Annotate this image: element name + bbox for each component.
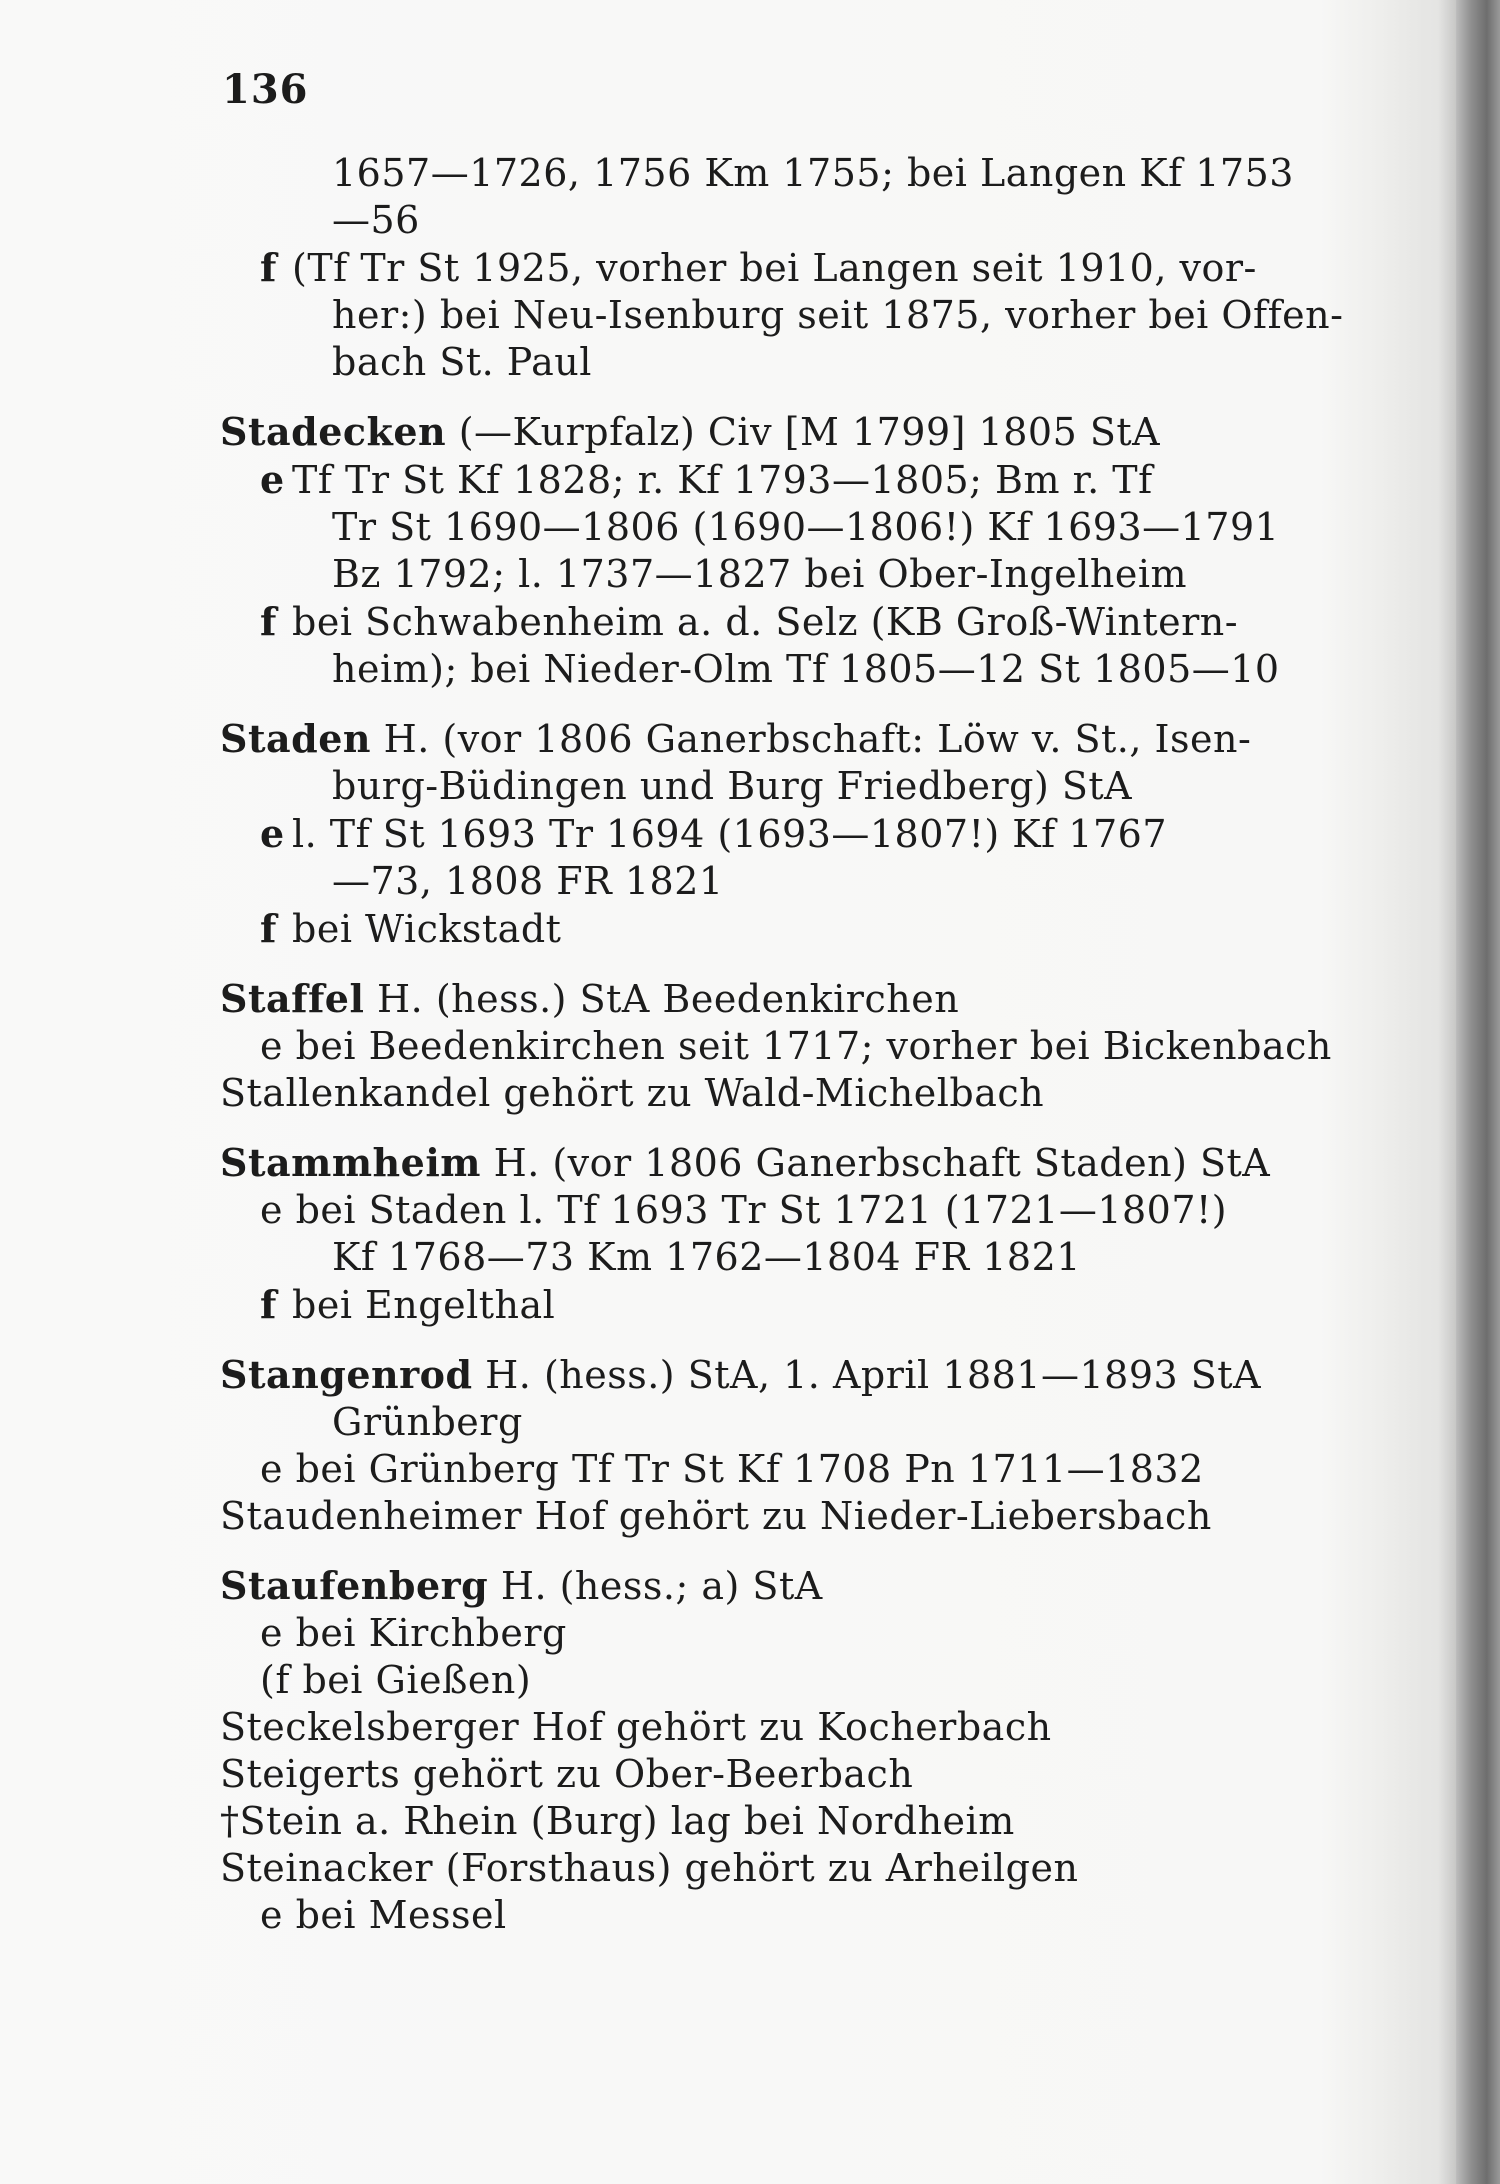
- entry-text: e bei Messel: [260, 1893, 507, 1937]
- entry-text-line: [220, 1704, 1300, 1751]
- entry-text: bei Wickstadt: [292, 907, 562, 951]
- entry-text: H. (vor 1806 Ganerbschaft: Löw v. St., Isen-: [371, 717, 1252, 761]
- entry-text-line: [220, 858, 1300, 905]
- entry-headword: Staffel: [220, 976, 365, 1021]
- entry-headword: Stadecken: [220, 409, 447, 454]
- entry-text: (f bei Gießen): [260, 1658, 532, 1702]
- entry-text: H. (vor 1806 Ganerbschaft Staden) StA: [480, 1141, 1271, 1185]
- entry-text-line: [220, 905, 1300, 953]
- entry-text-line: [220, 1493, 1300, 1540]
- entry-text: Grünberg: [332, 1400, 523, 1444]
- entry-text-line: [220, 197, 1300, 244]
- entry-text: Steckelsberger Hof gehört zu Kocherbach: [220, 1705, 1052, 1749]
- entry-headword-line: [220, 1351, 1300, 1399]
- entry-text-line: [220, 244, 1300, 292]
- entry-text: H. (hess.) StA Beedenkirchen: [364, 977, 960, 1021]
- entry-text: Tf Tr St Kf 1828; r. Kf 1793—1805; Bm r. Tf: [292, 458, 1153, 502]
- entry-text: l. Tf St 1693 Tr 1694 (1693—1807!) Kf 1767: [292, 812, 1167, 856]
- entry-text-line: [220, 1023, 1332, 1070]
- entry-text: Staudenheimer Hof gehört zu Nieder-Liebersbach: [220, 1494, 1212, 1538]
- section-marker: f: [260, 906, 277, 951]
- entry-text: bach St. Paul: [332, 340, 592, 384]
- entry-text-line: [220, 1751, 1300, 1798]
- entry-text: burg-Büdingen und Burg Friedberg) StA: [332, 764, 1133, 808]
- entry-text-line: [220, 1657, 1300, 1704]
- entry-text: e bei Staden l. Tf 1693 Tr St 1721 (1721—1807!): [260, 1188, 1228, 1232]
- entry-text-line: [220, 551, 1300, 598]
- page-gutter-shadow: [1438, 0, 1456, 2184]
- entry-text-line: [220, 1399, 1300, 1446]
- entry-text-line: [220, 1446, 1300, 1493]
- entry-headword-line: [220, 975, 1300, 1023]
- entry-text-line: [220, 1070, 1300, 1117]
- gazetteer-entries: [220, 150, 1344, 1939]
- entry-text-line: [220, 1281, 1300, 1329]
- entry-text-line: [220, 598, 1300, 646]
- entry-text-line: [220, 1234, 1300, 1281]
- entry-text: bei Engelthal: [292, 1283, 556, 1327]
- entry-text: H. (hess.) StA, 1. April 1881—1893 StA: [472, 1353, 1262, 1397]
- entry-text: e bei Grünberg Tf Tr St Kf 1708 Pn 1711—1832: [260, 1447, 1204, 1491]
- entry-text: heim); bei Nieder-Olm Tf 1805—12 St 1805—10: [332, 647, 1280, 691]
- entry-text: (Tf Tr St 1925, vorher bei Langen seit 1910, vor-: [292, 246, 1257, 290]
- entry-text: —73, 1808 FR 1821: [332, 859, 724, 903]
- entry-text-line: [220, 339, 1300, 386]
- entry-text: e bei Kirchberg: [260, 1611, 567, 1655]
- entry-text: Tr St 1690—1806 (1690—1806!) Kf 1693—1791: [332, 505, 1280, 549]
- page-number: 136: [222, 66, 309, 113]
- entry-text: (—Kurpfalz) Civ [M 1799] 1805 StA: [446, 410, 1161, 454]
- entry-text-line: [220, 292, 1344, 339]
- entry-text: her:) bei Neu-Isenburg seit 1875, vorher bei Offen-: [332, 293, 1344, 337]
- entry-text-line: [220, 456, 1300, 504]
- entry-text-line: [220, 763, 1300, 810]
- entry-text: 1657—1726, 1756 Km 1755; bei Langen Kf 1753: [332, 151, 1294, 195]
- entry-text-line: [220, 1187, 1300, 1234]
- entry-text-line: [220, 1892, 1300, 1939]
- entry-headword: Staden: [220, 716, 371, 761]
- entry-text-line: [220, 810, 1300, 858]
- entry-text: Steinacker (Forsthaus) gehört zu Arheilgen: [220, 1846, 1079, 1890]
- entry-text: Bz 1792; l. 1737—1827 bei Ober-Ingelheim: [332, 552, 1188, 596]
- entry-text: Kf 1768—73 Km 1762—1804 FR 1821: [332, 1235, 1081, 1279]
- section-marker: e: [260, 457, 285, 502]
- entry-headword-line: [220, 1139, 1300, 1187]
- entry-text-line: [220, 1845, 1300, 1892]
- entry-text-line: [220, 1798, 1300, 1845]
- entry-text-line: [220, 504, 1300, 551]
- entry-headword-line: [220, 715, 1300, 763]
- entry-headword: Stammheim: [220, 1140, 481, 1185]
- entry-headword: Staufenberg: [220, 1563, 489, 1608]
- section-marker: e: [260, 811, 285, 856]
- entry-text: †Stein a. Rhein (Burg) lag bei Nordheim: [220, 1799, 1015, 1843]
- entry-text: H. (hess.; a) StA: [488, 1564, 823, 1608]
- entry-text: —56: [332, 198, 420, 242]
- entry-headword: Stangenrod: [220, 1352, 473, 1397]
- entry-text-line: [220, 1610, 1300, 1657]
- book-spine: [1456, 0, 1500, 2184]
- entry-text: bei Schwabenheim a. d. Selz (KB Groß-Wintern-: [292, 600, 1239, 644]
- entry-text: e bei Beedenkirchen seit 1717; vorher bei Bickenbach: [260, 1024, 1332, 1068]
- entry-headword-line: [220, 408, 1300, 456]
- section-marker: f: [260, 599, 277, 644]
- entry-text-line: [220, 646, 1300, 693]
- section-marker: f: [260, 245, 277, 290]
- entry-text: Steigerts gehört zu Ober-Beerbach: [220, 1752, 914, 1796]
- entry-headword-line: [220, 1562, 1300, 1610]
- entry-text: Stallenkandel gehört zu Wald-Michelbach: [220, 1071, 1045, 1115]
- entry-text-line: [220, 150, 1300, 197]
- section-marker: f: [260, 1282, 277, 1327]
